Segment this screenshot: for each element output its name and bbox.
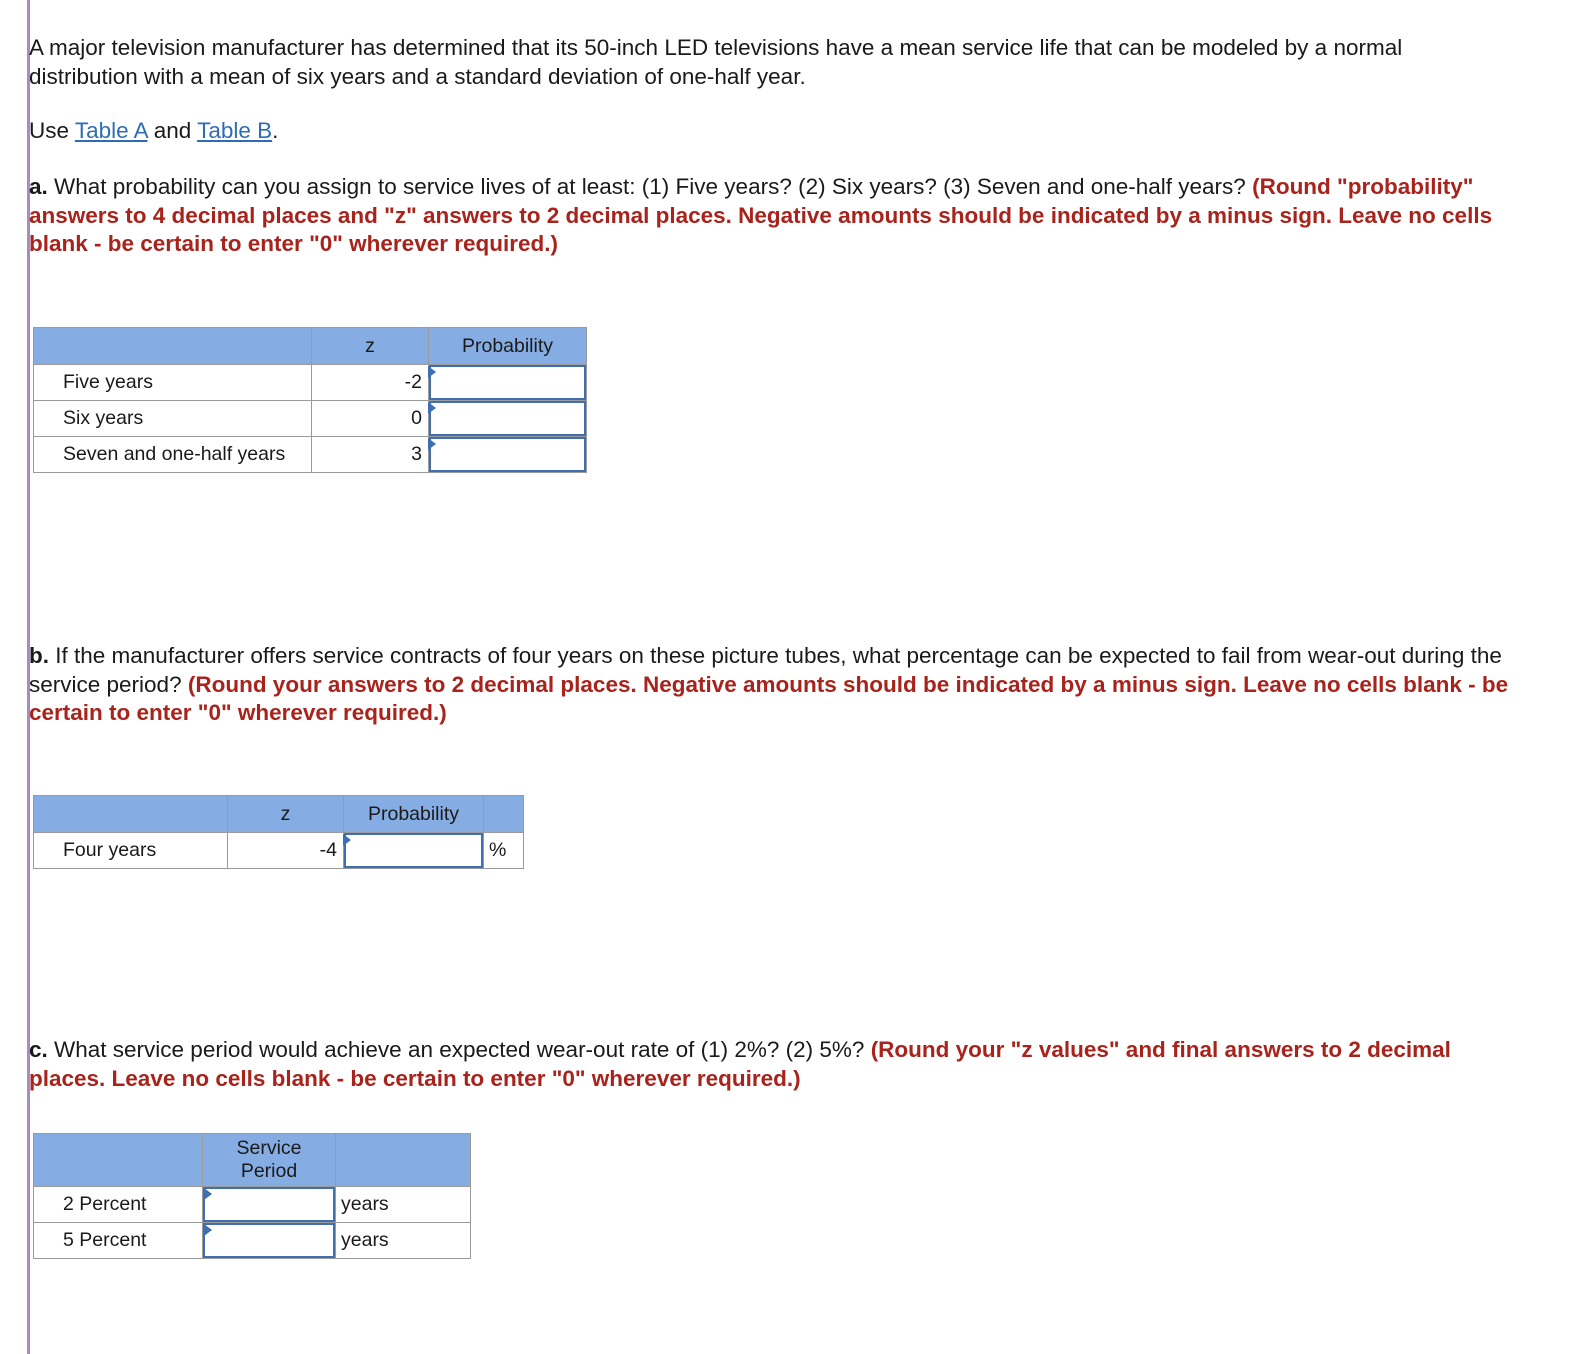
row-label: 5 Percent: [34, 1223, 203, 1259]
answer-flag-icon: [428, 438, 436, 450]
percent-unit: %: [484, 833, 524, 869]
years-unit: years: [336, 1223, 471, 1259]
five-percent-service-period-input[interactable]: [203, 1223, 335, 1258]
table-row: [34, 833, 524, 869]
part-a-letter: a.: [29, 174, 48, 199]
z-value-text: 3: [411, 443, 422, 465]
row-label: Five years: [34, 365, 312, 401]
answer-flag-icon: [204, 1224, 212, 1236]
answer-flag-icon: [428, 402, 436, 414]
answer-flag-icon: [343, 834, 351, 846]
service-period-cell: [203, 1187, 336, 1223]
z-value: [312, 365, 429, 401]
years-unit: years: [336, 1187, 471, 1223]
seven-half-years-probability-input[interactable]: [429, 437, 586, 472]
part-c-header-service-period: Service Period: [203, 1134, 336, 1187]
z-value-text: -2: [404, 371, 422, 393]
two-percent-service-period-input[interactable]: [203, 1187, 335, 1222]
part-b-header-unit: [484, 796, 524, 833]
four-years-probability-input[interactable]: [344, 833, 483, 868]
table-row: [34, 401, 587, 437]
part-b-table: [33, 795, 524, 869]
part-b-header-blank: [34, 796, 228, 833]
row-label: Six years: [34, 401, 312, 437]
part-b-question: If the manufacturer offers service contracts of four years on these picture tubes, what percentage can be expected to fail from wear-out during the service period?: [29, 643, 1502, 697]
row-label: Seven and one-half years: [34, 437, 312, 473]
part-a-prompt: [29, 173, 1529, 259]
part-b-instruction: (Round your answers to 2 decimal places. Negative amounts should be indicated by a minus sign. Leave no cells blank - be certain to enter "0" wherever required.): [29, 671, 1509, 725]
table-a-link[interactable]: Table A: [74, 118, 148, 143]
part-b-letter: b.: [29, 643, 49, 668]
z-value: [312, 437, 429, 473]
table-row: [34, 437, 587, 473]
part-a-header-blank: [34, 328, 312, 365]
answer-flag-icon: [428, 366, 436, 378]
part-c-instruction: (Round your "z values" and final answers to 2 decimal places. Leave no cells blank - be certain to enter "0" wherever required.): [29, 1037, 1451, 1091]
table-row: [34, 1187, 471, 1223]
row-label: Four years: [34, 833, 228, 869]
part-b-prompt: [29, 642, 1529, 728]
part-a-header-z: z: [312, 328, 429, 365]
probability-cell: [429, 437, 587, 473]
part-a-question: What probability can you assign to service lives of at least: (1) Five years? (2) Six years? (3) Seven and one-half years?: [47, 174, 1253, 199]
service-period-cell: [203, 1223, 336, 1259]
z-value: [228, 833, 344, 869]
part-a-header-probability: Probability: [429, 328, 587, 365]
intro-text: A major television manufacturer has determined that its 50-inch LED televisions have a mean service life that can be modeled by a normal distribution with a mean of six years and a standard deviation of one-half year.: [29, 35, 1403, 89]
part-b-header-z: z: [228, 796, 344, 833]
part-c-table: [33, 1133, 471, 1259]
six-years-probability-input[interactable]: [429, 401, 586, 436]
part-c-letter: c.: [29, 1037, 48, 1062]
part-b-header-row: [34, 796, 524, 833]
table-b-link[interactable]: Table B: [197, 118, 273, 143]
table-row: [34, 1223, 471, 1259]
part-c-header-unit: [336, 1134, 471, 1187]
probability-cell: [429, 365, 587, 401]
part-c-question: What service period would achieve an expected wear-out rate of (1) 2%? (2) 5%?: [47, 1037, 871, 1062]
z-value-text: -4: [319, 839, 337, 861]
part-c-header-blank: [34, 1134, 203, 1187]
five-years-probability-input[interactable]: [429, 365, 586, 400]
use-suffix: .: [272, 118, 279, 143]
z-value: [312, 401, 429, 437]
z-value-text: 0: [411, 407, 422, 429]
table-row: [34, 365, 587, 401]
part-c-prompt: [29, 1036, 1529, 1093]
row-label: 2 Percent: [34, 1187, 203, 1223]
use-prefix: Use: [29, 118, 75, 143]
use-and: and: [147, 118, 198, 143]
part-a-header-row: [34, 328, 587, 365]
probability-cell: [429, 401, 587, 437]
use-tables-line: [29, 117, 278, 146]
part-c-header-row: [34, 1134, 471, 1187]
part-b-header-probability: Probability: [344, 796, 484, 833]
probability-cell: [344, 833, 484, 869]
answer-flag-icon: [204, 1188, 212, 1200]
part-a-instruction: (Round "probability" answers to 4 decimal places and "z" answers to 2 decimal places. Negative amounts should be indicated by a minus sign. Leave no cells blank - be certain to enter "0" wherever required.): [29, 174, 1493, 256]
part-a-table: [33, 327, 587, 473]
